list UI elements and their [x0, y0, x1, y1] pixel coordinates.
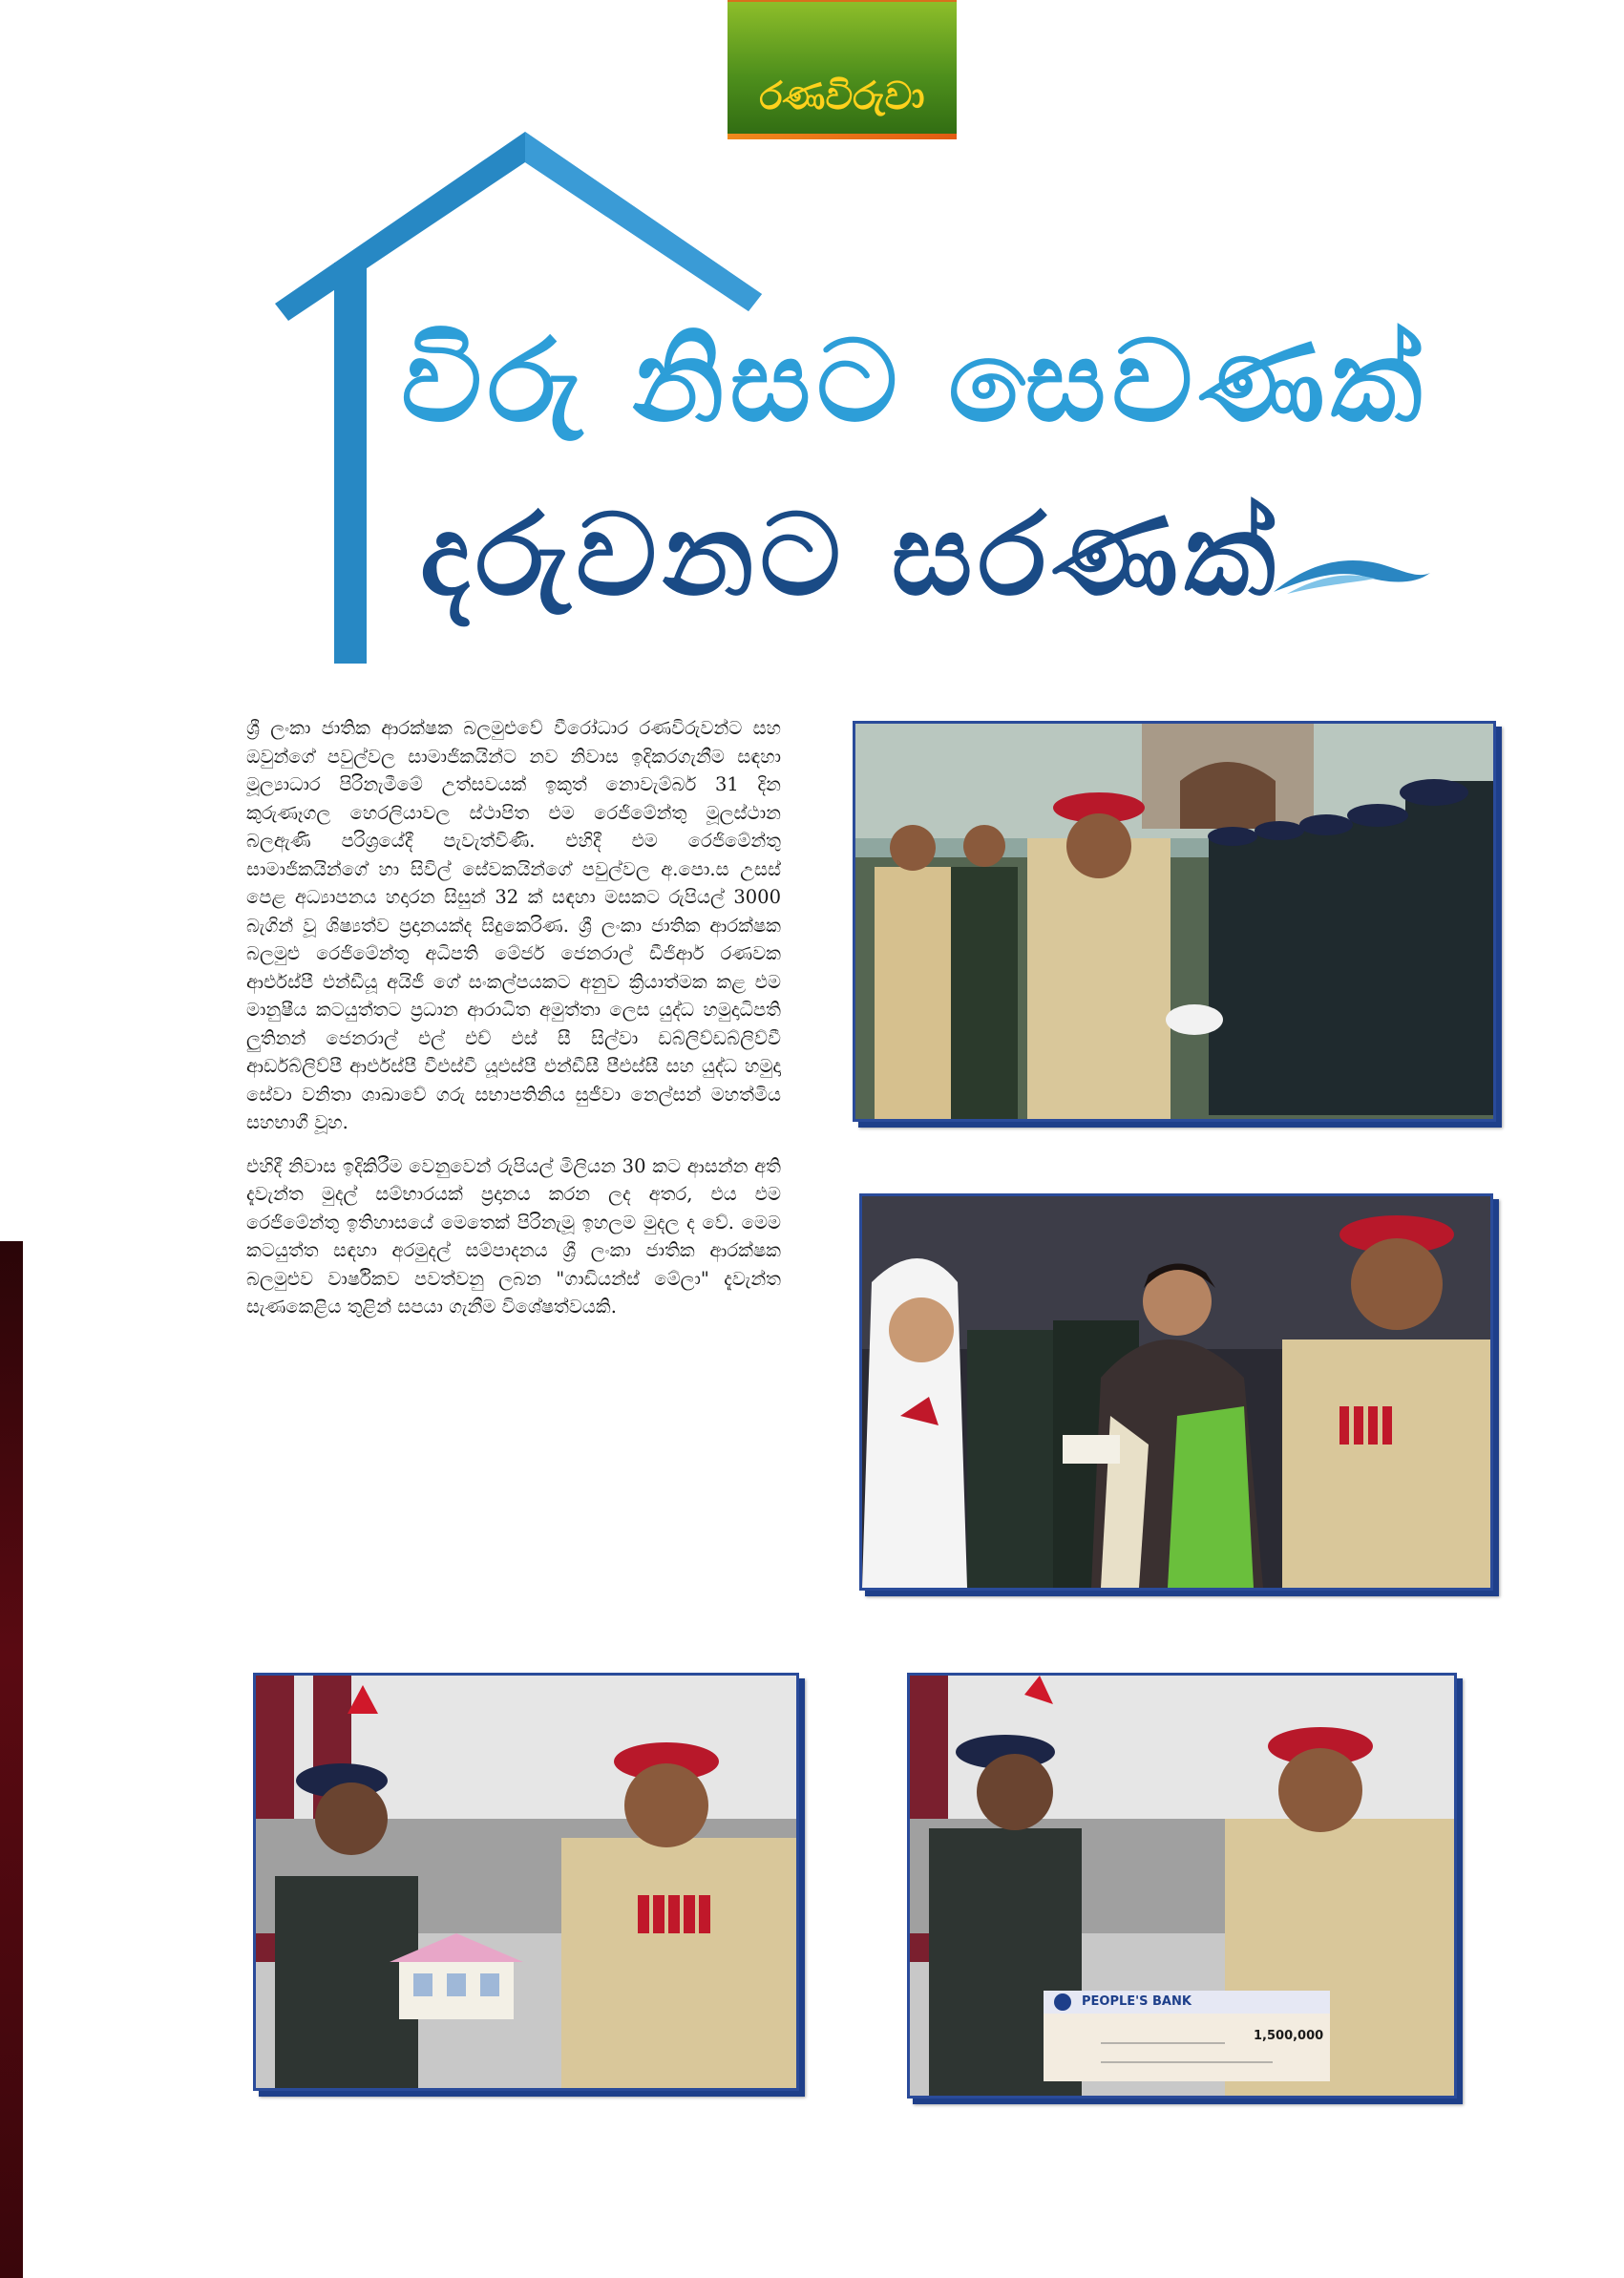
cheque-bank-name: PEOPLE'S BANK: [1082, 1994, 1192, 2009]
photo-cheque-presentation: [907, 1673, 1457, 2099]
page-edge-strip: [0, 1241, 23, 2278]
wave-ornament-icon: [1270, 544, 1432, 601]
headline-line-2: දරුවනට සරණක්: [420, 489, 1282, 621]
photo-house-model-presentation: [253, 1673, 799, 2091]
photo-scholarship-presentation: [859, 1193, 1493, 1591]
cheque-amount: 1,500,000: [1254, 2029, 1324, 2043]
article-body: [246, 714, 781, 1337]
photo-handshake-soldiers: [853, 721, 1496, 1122]
headline-line-1: විරු නිසට සෙවණක්: [401, 315, 1428, 447]
article-paragraph-2: එහිදී නිවාස ඉදිකිරීම වෙනුවෙන් රුපියල් මිලියන 30 කට ආසන්න අති දැවැන්ත මුදල් සම්භාරයක් ප්‍රදානය කරන ලද අතර, එය එම රෙජිමේන්තු ඉතිහාසයේ මෙතෙක් පිරිනැමූ ඉහලම මුදල ද වේ. මෙම කටයුත්ත සඳහා අරමුදල් සම්පාදනය ශ්‍රී ලංකා ජාතික ආරක්ෂක බලමුළුව වාර්ෂිකව පවත්වනු ලබන "ගාඩියන්ස් මේලා" දැවැන්ත සැණකෙළිය තුළින් සපයා ගැනීම විශේෂත්වයකි.: [246, 1154, 781, 1318]
article-paragraph-1: ශ්‍රී ලංකා ජාතික ආරක්ෂක බලමුළුවේ වීරෝධාර රණවිරුවන්ට සහ ඔවුන්ගේ පවුල්වල සාමාජිකයින්ට නව නිවාස ඉදිකරගැනීම සඳහා මූල්‍යාධාර පිරිනැමීමේ උත්සවයක් ඉකුත් නොවැම්බර් 31 දින කුරුණෑගල හෙරලියාවල ස්ථාපිත එම රෙජිමේන්තු මූලස්ථාන බලඇණි පරිශ්‍රයේදී පැවැත්විණි. එහිදී එම රෙජිමේන්තු සාමාජිකයින්ගේ හා සිවිල් සේවකයින්ගේ පවුල්වල අ.පො.ස උසස් පෙළ අධ්‍යාපනය හදාරන සිසුන් 32 ක් සඳහා මසකට රුපියල් 3000 බැගින් වූ ශිෂ්‍යත්ව ප්‍රදානයක්ද සිදුකෙරිණ. ශ්‍රී ලංකා ජාතික ආරක්ෂක බලමුළු රෙජිමේන්තු අධිපති මේජර් ජෙනරාල් ඩීජිආර් රණවක ආර්එස්පී එන්ඩීයූ අයිජී ගේ සංකල්පයකට අනුව ක්‍රියාත්මක කළ එම මානුෂීය කටයුත්තට ප්‍රධාන ආරාධිත අමුත්තා ලෙස යුද්ධ හමුදාධිපති ලුතිනන් ජෙනරාල් එල් එච් එස් සී සිල්වා ඩබ්ලිව්ඩබ්ලිව්වී ආර්ඩබ්ලිව්පී ආර්එස්පී වීඑස්වී යූඑස්පී එන්ඩීසී පීඑස්සී සහ යුද්ධ හමුදා සේවා වනිතා ශාඛාවේ ගරු සභාපතිනිය සුජීවා නෙල්සන් මහත්මිය සහභාගී වූහ.: [246, 717, 781, 1133]
magazine-tab-label: රණවිරුවා: [759, 74, 925, 118]
